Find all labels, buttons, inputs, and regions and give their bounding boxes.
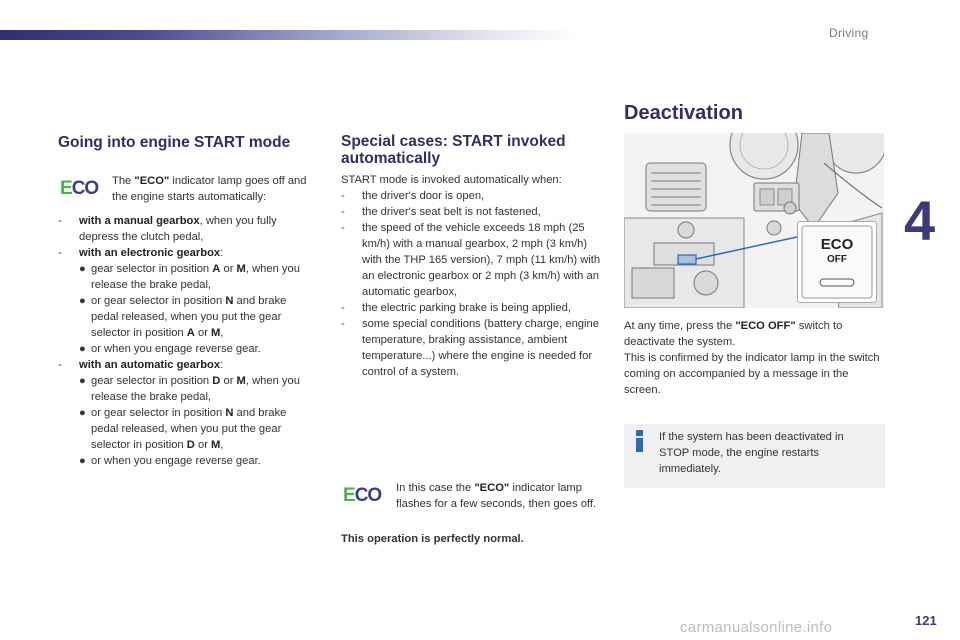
page-number: 121 <box>915 613 937 628</box>
deactivation-confirmation: This is confirmed by the indicator lamp in the switch coming on accompanied by a message in the screen. <box>624 352 880 396</box>
info-icon <box>635 430 644 452</box>
list-item: - the driver's door is open, <box>341 190 485 202</box>
list-item: - the speed of the vehicle exceeds 18 mph (25 km/h) with a manual gearbox, 2 mph (3 km/h) with the THP 165 version), 7 mph (11 km/h) with an electronic gearbox or 2 mph (3 km/h) with an automatic gearbox, <box>341 222 601 298</box>
heading-start-mode: Going into engine START mode <box>58 134 291 151</box>
list-item: ● or when you engage reverse gear. <box>79 455 261 467</box>
list-item: ● gear selector in position D or M, when you release the brake pedal, <box>79 375 300 403</box>
list-item: - some special conditions (battery charge, engine temperature, braking assistance, ambient temperature...) where the engine is needed for control of a system. <box>341 318 599 378</box>
eco-off-switch-top-label: ECO <box>820 236 854 253</box>
list-item: - the driver's seat belt is not fastened, <box>341 206 541 218</box>
eco-off-switch-bottom-label: OFF <box>827 254 847 265</box>
list-item: - with a manual gearbox, when you fully depress the clutch pedal, <box>58 215 277 243</box>
start-mode-conditions <box>58 213 313 469</box>
eco-flash-text: In this case the "ECO" indicator lamp flashes for a few seconds, then goes off. <box>396 482 597 510</box>
heading-special-cases: Special cases: START invoked automatically <box>341 133 566 167</box>
special-cases-intro: START mode is invoked automatically when: <box>341 174 562 186</box>
info-note-text: If the system has been deactivated in STOP mode, the engine restarts immediately. <box>659 431 844 475</box>
watermark: carmanualsonline.info <box>680 619 833 636</box>
list-item: - with an electronic gearbox: <box>58 247 224 259</box>
list-item: ● or gear selector in position N and brake pedal released, when you put the gear selector in position A or M, <box>79 295 287 339</box>
eco-indicator-icon: ECO <box>343 485 382 506</box>
start-mode-intro: The "ECO" indicator lamp goes off and the engine starts automatically: <box>112 175 307 203</box>
eco-indicator-icon: ECO <box>60 178 99 199</box>
deactivation-instructions: At any time, press the "ECO OFF" switch to deactivate the system. This is confirmed by the indicator lamp in the switch coming on accompanied by a message in the screen. <box>624 318 886 398</box>
list-item: ● or when you engage reverse gear. <box>79 343 261 355</box>
normal-operation-note: This operation is perfectly normal. <box>341 533 524 545</box>
list-item: - with an automatic gearbox: <box>58 359 224 371</box>
list-item: ● gear selector in position A or M, when you release the brake pedal, <box>79 263 300 291</box>
heading-deactivation: Deactivation <box>624 102 743 124</box>
header-gradient-bar <box>0 30 580 40</box>
eco-off-switch <box>797 221 877 303</box>
list-item: ● or gear selector in position N and brake pedal released, when you put the gear selector in position D or M, <box>79 407 287 451</box>
special-cases-text <box>341 172 606 380</box>
chapter-number: 4 <box>904 189 936 252</box>
list-item: - the electric parking brake is being applied, <box>341 302 571 314</box>
section-title: Driving <box>829 26 869 40</box>
eco-off-switch-graphic <box>798 222 876 302</box>
